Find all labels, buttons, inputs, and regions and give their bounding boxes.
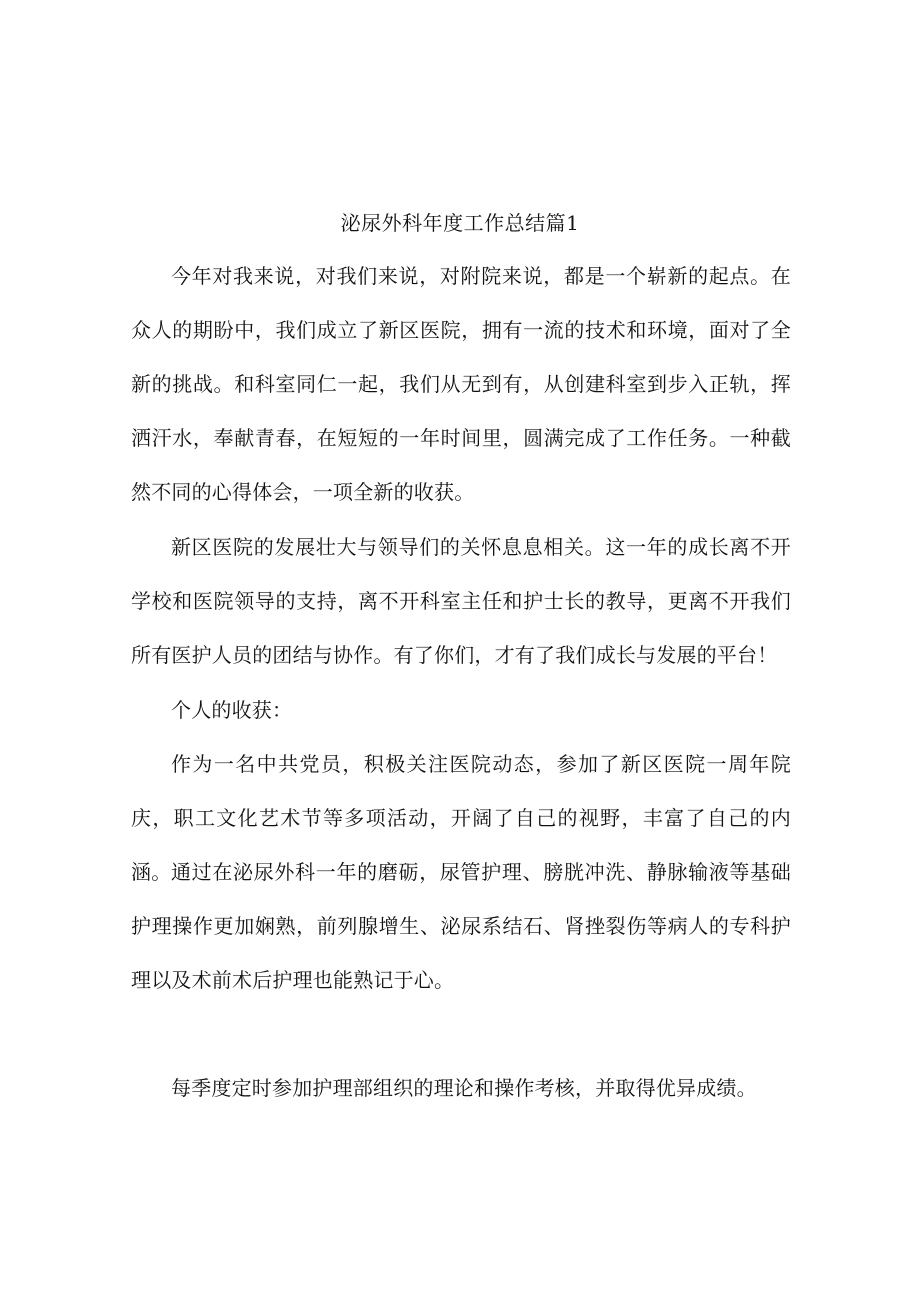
paragraph-party-member: 作为一名中共党员，积极关注医院动态，参加了新区医院一周年院庆，职工文化艺术节等多项活动，开阔了自己的视野，丰富了自己的内涵。 bbox=[131, 752, 791, 884]
document-title: 泌尿外科年度工作总结篇1 bbox=[340, 211, 580, 235]
paragraph-nursing-skills: 通过在泌尿外科一年的磨砺，尿管护理、膀胱冲洗、静脉输液等基础护理操作更加娴熟，前列腺增生、泌尿系结石、肾挫裂伤等病人的专科护理以及术前术后护理也能熟记于心。 bbox=[131, 860, 791, 992]
paragraph-new-start: 今年对我来说，对我们来说，对附院来说，都是一个崭新的起点。在众人的期盼中，我们成立了新区医院，拥有一流的技术和环境，面对了全新的挑战。和科室同仁一起，我们从无到有，从创建科室到步入正轨，挥洒汗水，奉献青春，在短短的一年时间里，圆满完成了工作任务。一种截然不同的心得体会，一项全新的收获。 bbox=[131, 264, 791, 504]
paragraph-personal-gains-heading: 个人的收获： bbox=[171, 698, 293, 722]
paragraph-quarterly-exams: 每季度定时参加护理部组织的理论和操作考核，并取得优异成绩。 bbox=[171, 1076, 757, 1100]
paragraph-leadership-care: 新区医院的发展壮大与领导们的关怀息息相关。这一年的成长离不开学校和医院领导的支持，离不开科室主任和护士长的教导，更离不开我们所有医护人员的团结与协作。有了你们，才有了我们成长与发展的平台！ bbox=[131, 535, 791, 667]
